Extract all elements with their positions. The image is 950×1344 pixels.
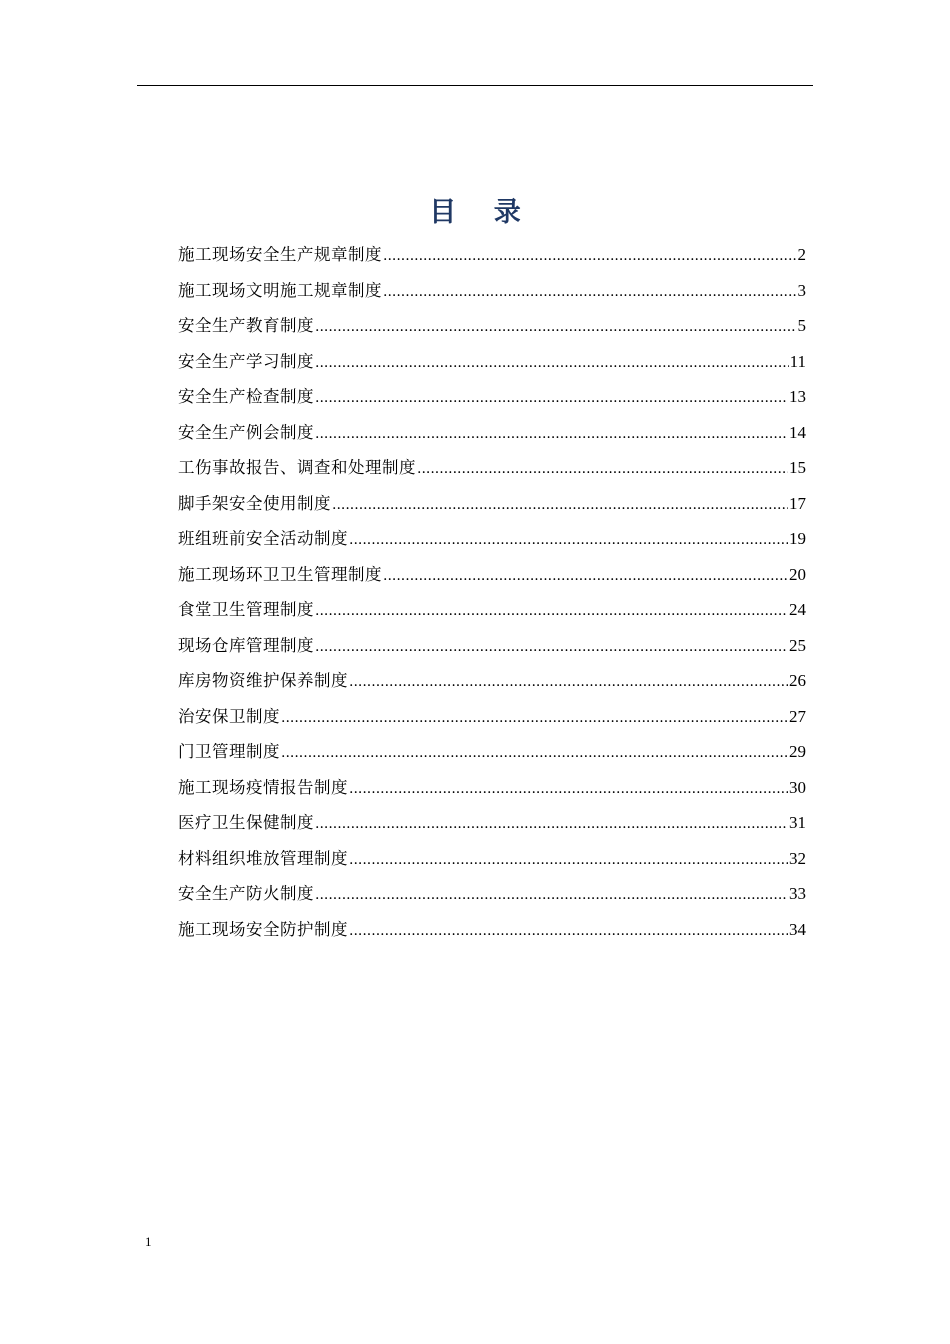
toc-entry-page: 24 [789,600,806,619]
toc-leader-dots [349,772,788,808]
toc-entry-page: 34 [789,919,806,939]
toc-entry-title: 治安保卫制度 [178,706,280,726]
toc-entry-title: 安全生产例会制度 [178,422,314,442]
toc-entry-title: 材料组织堆放管理制度 [178,848,348,868]
toc-leader-dots [315,346,789,382]
toc-leader-dots [315,807,788,843]
toc-leader-dots [315,381,788,417]
toc-entry[interactable] [178,379,806,415]
toc-entry-page: 13 [789,387,806,406]
toc-leader-dots [315,310,797,346]
toc-entry[interactable] [178,557,806,593]
toc-entry-page: 30 [789,777,806,797]
toc-leader-dots [315,630,788,666]
toc-entry-page: 31 [789,813,806,832]
toc-entry-page: 32 [789,848,806,868]
footer-page-number: 1 [145,1234,152,1249]
header-rule [137,85,813,86]
toc-entry[interactable] [178,486,806,522]
toc-entry-title: 施工现场安全生产规章制度 [178,245,382,264]
toc-leader-dots [349,843,788,879]
toc-entry[interactable] [178,592,806,628]
toc-entry-page: 19 [789,529,806,548]
toc-entry-title: 医疗卫生保健制度 [178,813,314,832]
toc-entry-page: 25 [789,635,806,655]
toc-entry[interactable] [178,450,806,486]
toc-entry[interactable] [178,308,806,344]
toc-leader-dots [383,559,788,595]
toc-leader-dots [315,417,788,453]
toc-leader-dots [332,488,788,524]
toc-leader-dots [315,594,788,630]
toc-leader-dots [349,665,788,701]
toc-entry-page: 26 [789,671,806,690]
toc-entry-page: 14 [789,422,806,442]
toc-entry[interactable] [178,521,806,557]
toc-entry[interactable] [178,805,806,841]
toc-leader-dots [349,523,788,559]
toc-entry-page: 3 [797,280,806,300]
toc-title: 目 录 [429,197,535,228]
toc-entry[interactable] [178,876,806,912]
toc-entry-page: 15 [789,458,806,477]
toc-entry-title: 食堂卫生管理制度 [178,600,314,619]
toc-entry-title: 施工现场环卫卫生管理制度 [178,564,382,584]
toc-entry-title: 施工现场疫情报告制度 [178,777,348,797]
toc-entry[interactable] [178,237,806,273]
toc-entry-page: 20 [789,564,806,584]
toc-entry[interactable] [178,415,806,451]
toc-entry-page: 29 [789,742,806,761]
toc-entry-page: 5 [797,316,806,335]
toc-entry-title: 施工现场文明施工规章制度 [178,280,382,300]
toc-entry[interactable] [178,770,806,806]
toc-entry[interactable] [178,344,806,380]
toc-entry[interactable] [178,734,806,770]
toc-entry-title: 安全生产学习制度 [178,351,314,371]
toc-leader-dots [417,452,788,488]
toc-entry-title: 安全生产防火制度 [178,884,314,903]
toc-leader-dots [383,275,797,311]
toc-entry[interactable] [178,273,806,309]
toc-leader-dots [349,914,788,950]
toc-entry-page: 11 [789,351,806,371]
toc-leader-dots [315,878,788,914]
toc-entry-page: 27 [789,706,806,726]
toc-entry[interactable] [178,628,806,664]
toc-entry-page: 2 [797,245,806,264]
toc-entry-title: 安全生产教育制度 [178,316,314,335]
toc-entry[interactable] [178,663,806,699]
toc-entry-title: 脚手架安全使用制度 [178,493,331,513]
toc-entry-title: 工伤事故报告、调查和处理制度 [178,458,416,477]
toc-entry-page: 17 [789,493,806,513]
toc-entry-title: 库房物资维护保养制度 [178,671,348,690]
toc-entry[interactable] [178,912,806,948]
toc-leader-dots [281,701,788,737]
toc-entry-title: 班组班前安全活动制度 [178,529,348,548]
toc-leader-dots [281,736,788,772]
toc-entry-title: 安全生产检查制度 [178,387,314,406]
toc-entry-title: 现场仓库管理制度 [178,635,314,655]
toc-entry-title: 门卫管理制度 [178,742,280,761]
toc-entry-title: 施工现场安全防护制度 [178,919,348,939]
toc-entry[interactable] [178,841,806,877]
toc-entry[interactable] [178,699,806,735]
toc-list [178,237,806,947]
toc-leader-dots [383,239,797,275]
toc-entry-page: 33 [789,884,806,903]
